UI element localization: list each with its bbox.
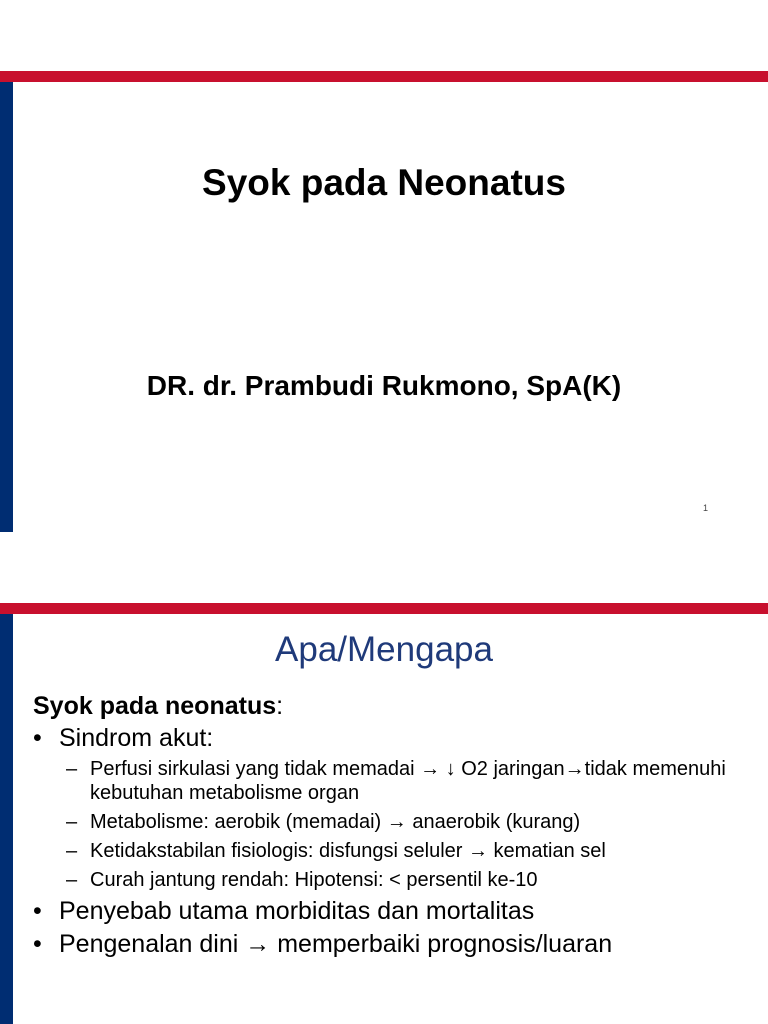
top-red-rule [0,603,768,614]
bullet-item [33,724,763,753]
sub-dash: – [66,840,78,862]
sub-dash: – [66,758,78,780]
sub-item [33,839,763,863]
author-name: DR. dr. Prambudi Rukmono, SpA(K) [146,370,622,401]
sub-text: Metabolisme: aerobik (memadai) → anaerobik (kurang) [90,811,581,833]
lead-line [33,692,763,721]
slide-title: Syok pada Neonatus [202,162,566,203]
bullet-dot: • [33,897,42,925]
bullet-dot: • [33,930,42,958]
slide-title: Apa/Mengapa [275,630,493,669]
bullet-text: Sindrom akut: [59,724,214,752]
page-number: 1 [703,503,709,513]
sub-text: Ketidakstabilan fisiologis: disfungsi seluler → kematian sel [90,840,606,862]
sub-text: Curah jantung rendah: Hipotensi: < persentil ke-10 [90,869,538,891]
bullet-text: Penyebab utama morbiditas dan mortalitas [59,897,535,925]
sub-text: Perfusi sirkulasi yang tidak memadai → ↓ O2 jaringan→tidak memenuhi kebutuhan metabolisme organ [90,758,726,804]
sub-item [33,757,763,805]
top-red-rule [0,71,768,82]
left-blue-bar [0,82,13,532]
bullet-item [33,930,763,959]
sub-dash: – [66,811,78,833]
bullet-dot: • [33,724,42,752]
sub-item [33,868,763,892]
slide-body [33,692,763,963]
sub-item [33,810,763,834]
lead-colon: : [276,692,284,720]
bullet-item [33,897,763,926]
sub-dash: – [66,869,78,891]
left-blue-bar [0,614,13,1024]
lead-bold: Syok pada neonatus [33,692,277,720]
bullet-text: Pengenalan dini → memperbaiki prognosis/luaran [59,930,613,958]
content-slide [0,532,768,1024]
